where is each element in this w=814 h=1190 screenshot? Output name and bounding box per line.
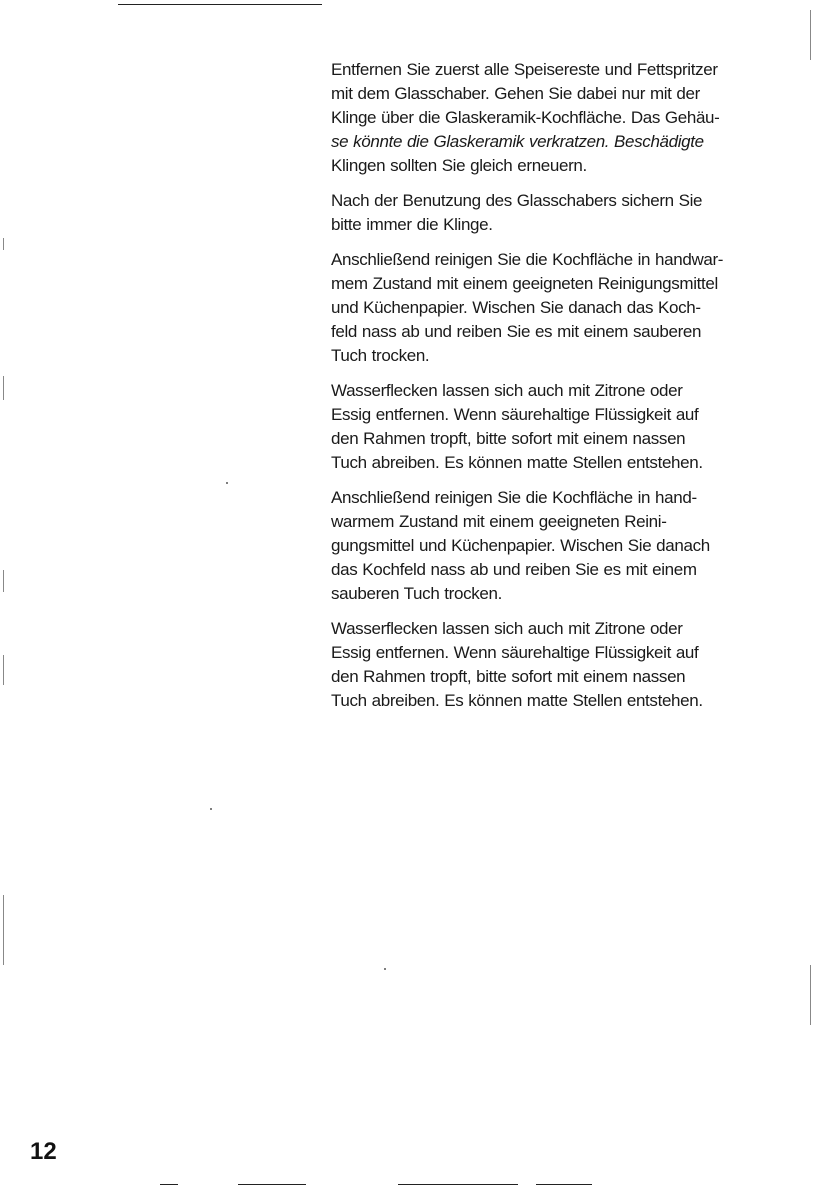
paragraph-1 bbox=[331, 58, 783, 178]
paragraph-5: Anschließend reinigen Sie die Kochfläche in hand- warmem Zustand mit einem geeigneten Reini- gungsmittel und Küchenpapier. Wischen Sie danach das Kochfeld nass ab und reiben Sie es mit einem sauberen Tuch trocken. bbox=[331, 488, 710, 603]
paragraph-1-text: Entfernen Sie zuerst alle Speisereste und Fettspritzer mit dem Glasschaber. Gehen Sie dabei nur mit der Klinge über die Glaskeramik-Kochfläche. Das Gehäu- bbox=[331, 60, 720, 127]
scan-mark bbox=[810, 965, 811, 1025]
bottom-rule bbox=[536, 1184, 592, 1185]
scan-mark bbox=[810, 10, 811, 60]
scan-speck bbox=[226, 482, 228, 484]
bottom-rule bbox=[398, 1184, 518, 1185]
paragraph-1-italic: se könnte die Glaskeramik verkratzen. Beschädigte bbox=[331, 132, 704, 151]
scan-mark bbox=[3, 570, 4, 592]
scan-mark bbox=[3, 376, 4, 400]
page-number: 12 bbox=[30, 1138, 57, 1165]
scan-mark bbox=[3, 895, 4, 965]
scan-mark bbox=[3, 655, 4, 685]
paragraph-1-text-end: Klingen sollten Sie gleich erneuern. bbox=[331, 156, 587, 175]
text-column bbox=[331, 58, 783, 724]
paragraph-2: Nach der Benutzung des Glasschabers sichern Sie bitte immer die Klinge. bbox=[331, 191, 703, 234]
paragraph-4: Wasserflecken lassen sich auch mit Zitrone oder Essig entfernen. Wenn säurehaltige Flüssigkeit auf den Rahmen tropft, bitte sofort mit einem nassen Tuch abreiben. Es können matte Stellen entstehen. bbox=[331, 381, 703, 472]
bottom-rule bbox=[238, 1184, 306, 1185]
top-rule bbox=[118, 4, 322, 5]
scan-mark bbox=[3, 238, 4, 250]
bottom-rule bbox=[160, 1184, 178, 1185]
paragraph-6: Wasserflecken lassen sich auch mit Zitrone oder Essig entfernen. Wenn säurehaltige Flüssigkeit auf den Rahmen tropft, bitte sofort mit einem nassen Tuch abreiben. Es können matte Stellen entstehen. bbox=[331, 619, 703, 710]
scan-speck bbox=[210, 808, 212, 810]
scan-speck bbox=[384, 968, 386, 970]
paragraph-3: Anschließend reinigen Sie die Kochfläche in handwar- mem Zustand mit einem geeigneten Reinigungsmittel und Küchenpapier. Wischen Sie danach das Koch- feld nass ab und reiben Sie es mit einem sauberen Tuch trocken. bbox=[331, 250, 724, 365]
